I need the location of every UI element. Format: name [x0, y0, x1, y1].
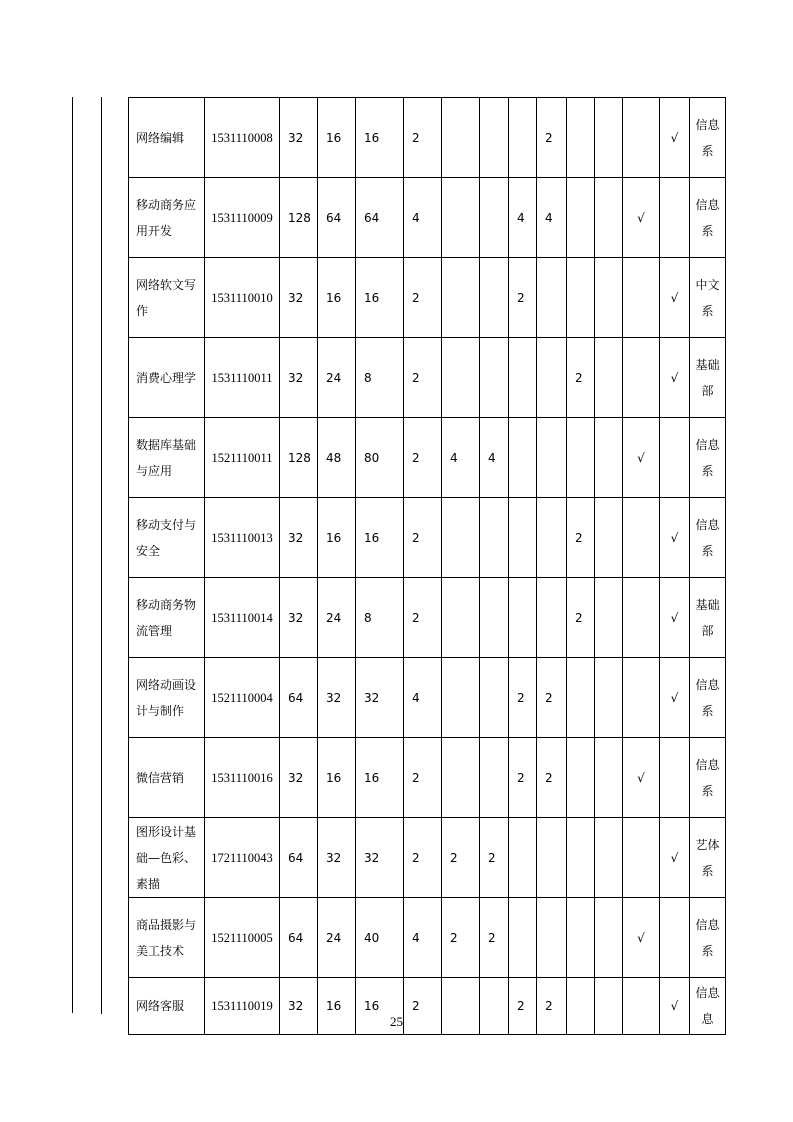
term-2-hours: 4	[480, 418, 509, 498]
term-4-hours: 4	[537, 178, 567, 258]
term-1-hours: 2	[442, 818, 480, 898]
practice-hours: 80	[356, 418, 404, 498]
credits: 2	[404, 338, 442, 418]
term-1-hours	[442, 658, 480, 738]
course-code: 1531110013	[205, 498, 280, 578]
term-3-hours: 4	[509, 178, 537, 258]
term-3-hours	[509, 898, 537, 978]
department: 信息系	[690, 178, 726, 258]
term-5-hours	[567, 178, 595, 258]
term-3-hours	[509, 98, 537, 178]
elective-check	[660, 178, 690, 258]
term-6-hours	[595, 818, 623, 898]
practice-hours: 8	[356, 338, 404, 418]
practice-hours: 64	[356, 178, 404, 258]
table-row	[129, 258, 726, 338]
credits: 2	[404, 738, 442, 818]
total-hours: 128	[280, 178, 318, 258]
course-code: 1721110043	[205, 818, 280, 898]
term-2-hours	[480, 578, 509, 658]
term-6-hours	[595, 178, 623, 258]
term-4-hours: 2	[537, 738, 567, 818]
term-3-hours: 2	[509, 258, 537, 338]
term-3-hours	[509, 498, 537, 578]
course-name: 数据库基础与应用	[129, 418, 205, 498]
department: 信息系	[690, 738, 726, 818]
elective-check: √	[660, 258, 690, 338]
credits: 2	[404, 258, 442, 338]
course-name: 移动商务应用开发	[129, 178, 205, 258]
department: 基础部	[690, 578, 726, 658]
required-check	[623, 818, 660, 898]
elective-check	[660, 418, 690, 498]
term-3-hours	[509, 818, 537, 898]
table-row	[129, 178, 726, 258]
term-5-hours	[567, 258, 595, 338]
term-3-hours: 2	[509, 658, 537, 738]
course-name: 网络软文写作	[129, 258, 205, 338]
elective-check: √	[660, 658, 690, 738]
table-row	[129, 578, 726, 658]
term-1-hours	[442, 338, 480, 418]
course-code: 1531110008	[205, 98, 280, 178]
term-6-hours	[595, 418, 623, 498]
practice-hours: 16	[356, 258, 404, 338]
term-3-hours: 2	[509, 738, 537, 818]
term-4-hours	[537, 818, 567, 898]
table-row	[129, 658, 726, 738]
term-6-hours	[595, 658, 623, 738]
term-4-hours	[537, 578, 567, 658]
credits: 2	[404, 818, 442, 898]
course-name: 网络客服	[129, 978, 205, 1035]
total-hours: 32	[280, 978, 318, 1035]
theory-hours: 16	[318, 978, 356, 1035]
required-check	[623, 98, 660, 178]
term-6-hours	[595, 498, 623, 578]
term-6-hours	[595, 338, 623, 418]
term-4-hours: 2	[537, 658, 567, 738]
practice-hours: 16	[356, 98, 404, 178]
term-4-hours	[537, 498, 567, 578]
department: 艺体系	[690, 818, 726, 898]
term-6-hours	[595, 898, 623, 978]
course-code: 1521110004	[205, 658, 280, 738]
total-hours: 32	[280, 98, 318, 178]
practice-hours: 40	[356, 898, 404, 978]
theory-hours: 32	[318, 818, 356, 898]
course-name: 移动商务物流管理	[129, 578, 205, 658]
term-2-hours	[480, 258, 509, 338]
course-name: 消费心理学	[129, 338, 205, 418]
term-3-hours: 2	[509, 978, 537, 1035]
total-hours: 32	[280, 498, 318, 578]
theory-hours: 64	[318, 178, 356, 258]
course-code: 1531110011	[205, 338, 280, 418]
total-hours: 64	[280, 818, 318, 898]
term-4-hours: 2	[537, 978, 567, 1035]
practice-hours: 8	[356, 578, 404, 658]
required-check	[623, 658, 660, 738]
course-code: 1521110005	[205, 898, 280, 978]
term-2-hours	[480, 498, 509, 578]
practice-hours: 32	[356, 818, 404, 898]
term-2-hours	[480, 178, 509, 258]
term-1-hours	[442, 498, 480, 578]
term-5-hours: 2	[567, 498, 595, 578]
term-3-hours	[509, 418, 537, 498]
department: 基础部	[690, 338, 726, 418]
term-6-hours	[595, 578, 623, 658]
elective-check: √	[660, 578, 690, 658]
left-margin-rule	[72, 97, 73, 1013]
term-1-hours	[442, 178, 480, 258]
term-1-hours	[442, 98, 480, 178]
elective-check: √	[660, 338, 690, 418]
required-check	[623, 258, 660, 338]
course-code: 1521110011	[205, 418, 280, 498]
term-2-hours	[480, 98, 509, 178]
course-name: 网络动画设计与制作	[129, 658, 205, 738]
term-4-hours	[537, 258, 567, 338]
course-name: 网络编辑	[129, 98, 205, 178]
term-3-hours	[509, 338, 537, 418]
department: 信息系	[690, 498, 726, 578]
table-row	[129, 498, 726, 578]
term-4-hours	[537, 898, 567, 978]
required-check	[623, 578, 660, 658]
course-name: 图形设计基础—色彩、素描	[129, 818, 205, 898]
page-number: 25	[390, 1014, 403, 1029]
theory-hours: 48	[318, 418, 356, 498]
course-name: 微信营销	[129, 738, 205, 818]
table-row	[129, 418, 726, 498]
term-4-hours: 2	[537, 98, 567, 178]
theory-hours: 24	[318, 898, 356, 978]
department: 信息系	[690, 418, 726, 498]
term-1-hours	[442, 738, 480, 818]
required-check: √	[623, 738, 660, 818]
credits: 2	[404, 418, 442, 498]
theory-hours: 16	[318, 738, 356, 818]
department: 信息系	[690, 658, 726, 738]
term-2-hours	[480, 658, 509, 738]
term-2-hours: 2	[480, 898, 509, 978]
total-hours: 32	[280, 338, 318, 418]
required-check: √	[623, 898, 660, 978]
table-row	[129, 738, 726, 818]
practice-hours: 32	[356, 658, 404, 738]
department: 信息系	[690, 98, 726, 178]
credits: 4	[404, 658, 442, 738]
course-name: 商品摄影与美工技术	[129, 898, 205, 978]
theory-hours: 24	[318, 338, 356, 418]
elective-check	[660, 898, 690, 978]
course-table	[128, 97, 726, 1035]
term-5-hours: 2	[567, 338, 595, 418]
term-4-hours	[537, 338, 567, 418]
total-hours: 32	[280, 258, 318, 338]
department: 中文系	[690, 258, 726, 338]
theory-hours: 24	[318, 578, 356, 658]
term-6-hours	[595, 98, 623, 178]
term-3-hours	[509, 578, 537, 658]
elective-check: √	[660, 498, 690, 578]
theory-hours: 16	[318, 98, 356, 178]
term-1-hours: 2	[442, 898, 480, 978]
term-2-hours	[480, 338, 509, 418]
elective-check: √	[660, 98, 690, 178]
practice-hours: 16	[356, 738, 404, 818]
total-hours: 32	[280, 578, 318, 658]
department: 信息系	[690, 898, 726, 978]
required-check	[623, 338, 660, 418]
table-row	[129, 818, 726, 898]
theory-hours: 16	[318, 498, 356, 578]
term-4-hours	[537, 418, 567, 498]
term-5-hours	[567, 98, 595, 178]
course-code: 1531110019	[205, 978, 280, 1035]
term-5-hours	[567, 658, 595, 738]
credits: 2	[404, 578, 442, 658]
elective-check: √	[660, 818, 690, 898]
course-code: 1531110016	[205, 738, 280, 818]
outer-table-rule	[101, 97, 102, 1014]
required-check	[623, 498, 660, 578]
practice-hours: 16	[356, 498, 404, 578]
total-hours: 64	[280, 898, 318, 978]
practice-hours: 16	[356, 978, 404, 1035]
total-hours: 128	[280, 418, 318, 498]
table-row	[129, 898, 726, 978]
course-name: 移动支付与安全	[129, 498, 205, 578]
credits: 2	[404, 98, 442, 178]
term-5-hours	[567, 818, 595, 898]
elective-check: √	[660, 978, 690, 1035]
course-code: 1531110010	[205, 258, 280, 338]
total-hours: 64	[280, 658, 318, 738]
course-code: 1531110014	[205, 578, 280, 658]
table-row	[129, 98, 726, 178]
credits: 4	[404, 898, 442, 978]
term-1-hours	[442, 258, 480, 338]
term-1-hours: 4	[442, 418, 480, 498]
term-6-hours	[595, 258, 623, 338]
term-5-hours	[567, 898, 595, 978]
term-6-hours	[595, 738, 623, 818]
term-5-hours: 2	[567, 578, 595, 658]
term-2-hours	[480, 738, 509, 818]
term-5-hours	[567, 418, 595, 498]
theory-hours: 32	[318, 658, 356, 738]
theory-hours: 16	[318, 258, 356, 338]
course-code: 1531110009	[205, 178, 280, 258]
credits: 2	[404, 498, 442, 578]
required-check: √	[623, 178, 660, 258]
credits: 4	[404, 178, 442, 258]
table-row	[129, 338, 726, 418]
elective-check	[660, 738, 690, 818]
required-check: √	[623, 418, 660, 498]
term-5-hours	[567, 738, 595, 818]
term-1-hours	[442, 578, 480, 658]
term-2-hours: 2	[480, 818, 509, 898]
total-hours: 32	[280, 738, 318, 818]
credits: 2	[404, 978, 442, 1035]
department: 信息息	[690, 978, 726, 1035]
